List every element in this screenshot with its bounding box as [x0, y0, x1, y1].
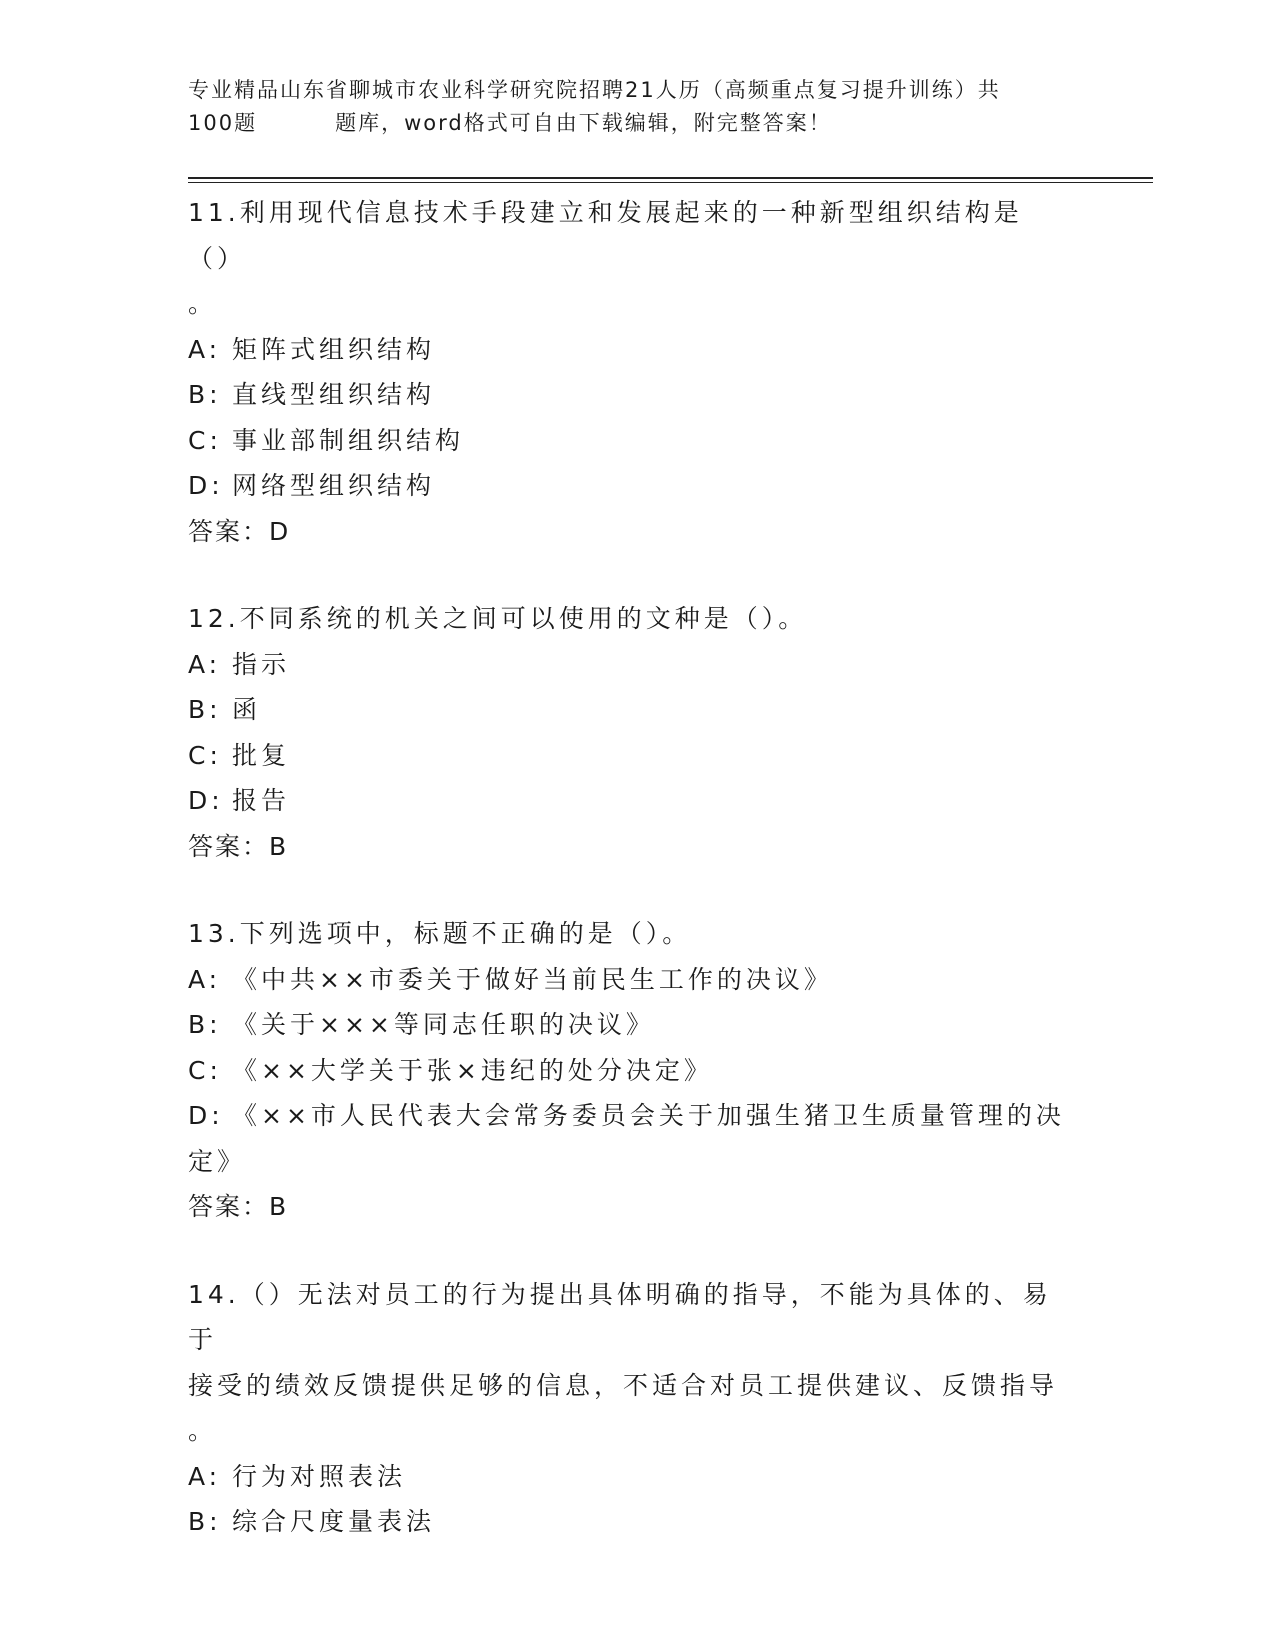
option-text: 网络型组织结构: [232, 471, 436, 500]
question-stem-line: 14.（）无法对员工的行为提出具体明确的指导，不能为具体的、易于: [188, 1279, 1052, 1354]
option-c: [188, 418, 1068, 464]
question-item: [188, 596, 1068, 869]
option-b: [188, 1002, 1068, 1048]
option-text: 批复: [232, 740, 291, 770]
question-item: [188, 911, 1068, 1230]
option-text: 《××大学关于张×违纪的处分决定》: [232, 1055, 713, 1085]
option-text: 行为对照表法: [232, 1461, 407, 1491]
option-c: [188, 1048, 1068, 1094]
header-line-1: 专业精品山东省聊城市农业科学研究院招聘21人历（高频重点复习提升训练）共: [188, 78, 1001, 102]
option-key: D:: [188, 786, 224, 815]
option-key: D:: [188, 1101, 224, 1130]
option-text: 《关于×××等同志任职的决议》: [232, 1010, 655, 1039]
option-key: A:: [188, 964, 222, 994]
option-key: B:: [188, 695, 222, 724]
option-key: A:: [188, 1461, 222, 1491]
option-a: [188, 1454, 1068, 1500]
option-d: [188, 1139, 1068, 1185]
option-d: [188, 463, 1068, 509]
option-b: [188, 687, 1068, 733]
option-text: 定》: [188, 1146, 247, 1176]
option-text: 《中共××市委关于做好当前民生工作的决议》: [232, 964, 833, 994]
option-key: B:: [188, 1507, 222, 1536]
answer-line: 答案：D: [188, 516, 291, 546]
option-text: 《××市人民代表大会常务委员会关于加强生猪卫生质量管理的决: [232, 1101, 1065, 1130]
option-key: C:: [188, 1055, 222, 1085]
option-key: A:: [188, 649, 222, 679]
option-key: B:: [188, 380, 222, 409]
option-text: 综合尺度量表法: [232, 1507, 436, 1536]
question-stem-line: 。: [188, 289, 218, 318]
question-item: [188, 1272, 1068, 1545]
question-stem-line: 。: [188, 1416, 218, 1445]
option-key: B:: [188, 1010, 222, 1039]
option-key: C:: [188, 425, 222, 455]
option-a: [188, 957, 1068, 1003]
answer-line: 答案：B: [188, 831, 289, 861]
question-stem-line: 13.下列选项中，标题不正确的是（）。: [188, 919, 692, 948]
question-stem-line: 12.不同系统的机关之间可以使用的文种是（）。: [188, 604, 808, 633]
option-text: 直线型组织结构: [232, 380, 436, 409]
option-a: [188, 327, 1068, 373]
header-divider: [188, 177, 1153, 183]
option-key: D:: [188, 471, 224, 500]
header-line-2: [188, 107, 1088, 140]
option-text: 函: [232, 695, 262, 724]
option-key: A:: [188, 334, 222, 364]
option-b: [188, 372, 1068, 418]
option-d: [188, 1093, 1068, 1139]
option-b: [188, 1499, 1068, 1545]
question-stem-line: 11.利用现代信息技术手段建立和发展起来的一种新型组织结构是（）: [188, 198, 1023, 273]
option-text: 指示: [232, 649, 291, 679]
answer-line: 答案：B: [188, 1192, 289, 1221]
header-question-count: 100题: [188, 111, 258, 135]
option-a: [188, 642, 1068, 688]
option-text: 矩阵式组织结构: [232, 334, 436, 364]
option-text: 事业部制组织结构: [232, 425, 465, 455]
option-c: [188, 733, 1068, 779]
question-list: [188, 190, 1068, 1587]
question-item: [188, 190, 1068, 554]
question-stem-line: 接受的绩效反馈提供足够的信息，不适合对员工提供建议、反馈指导: [188, 1370, 1059, 1400]
option-key: C:: [188, 740, 222, 770]
option-d: [188, 778, 1068, 824]
header-description: 题库，word格式可自由下载编辑，附完整答案！: [335, 111, 832, 135]
option-text: 报告: [232, 786, 291, 815]
document-header: [188, 74, 1088, 140]
